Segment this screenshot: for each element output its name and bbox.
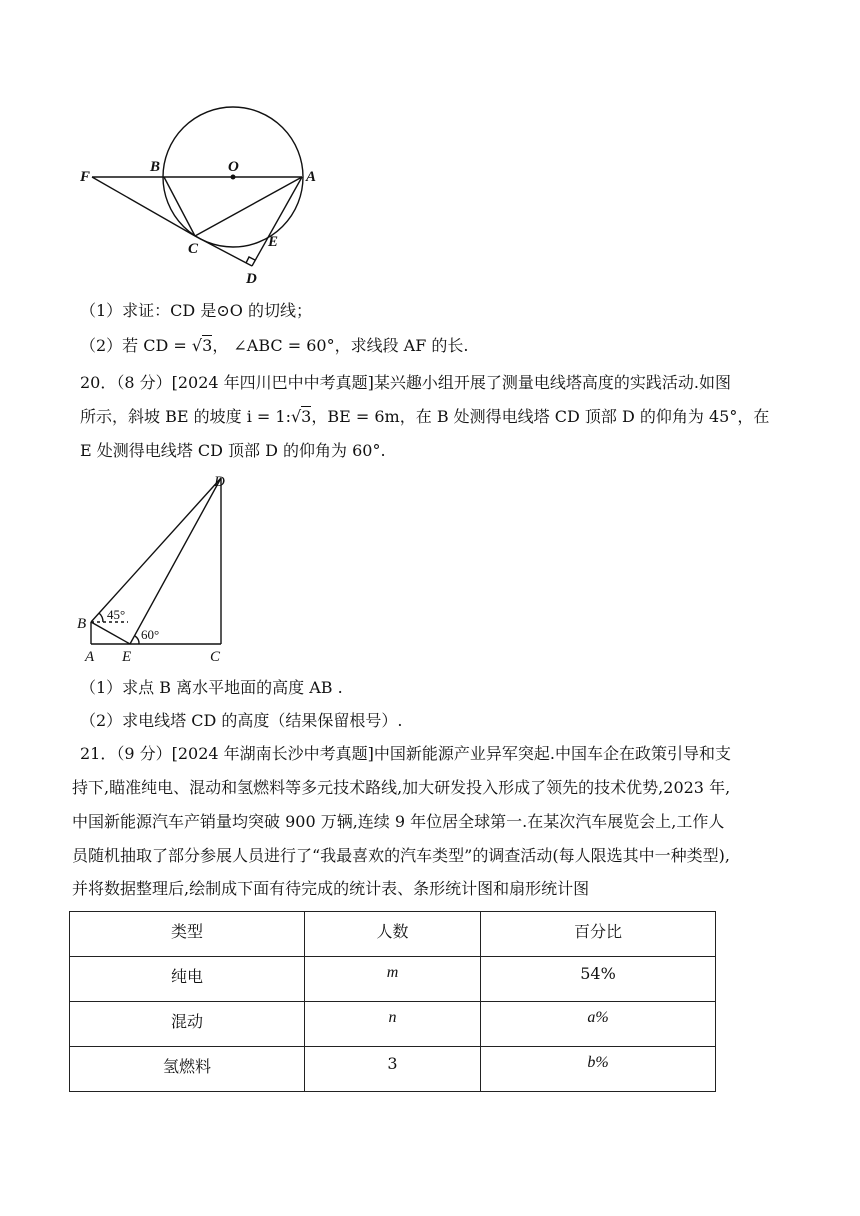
center-point-o: [231, 175, 236, 180]
segment-bd: [91, 478, 221, 622]
table-header-cell: 类型: [70, 912, 305, 957]
sqrt-sign: √: [290, 407, 302, 426]
q20-part2: （2）求电线塔 CD 的高度（结果保留根号）.: [80, 711, 403, 730]
circle-tangent-figure: [70, 0, 350, 290]
q20-line2: [80, 406, 769, 428]
q21-line2: 持下,瞄准纯电、混动和氢燃料等多元技术路线,加大研发投入形成了领先的技术优势,2023 年,: [72, 778, 731, 797]
q21-line4: 员随机抽取了部分参展人员进行了“我最喜欢的汽车类型”的调查活动(每人限选其中一种类型),: [72, 846, 730, 865]
label-c: C: [210, 649, 221, 665]
q21-line1: 21．（9 分）[2024 年湖南长沙中考真题]中国新能源产业异军突起.中国车企在政策引导和支: [80, 744, 732, 763]
table-row: [70, 1002, 716, 1047]
q21-line3: 中国新能源汽车产销量均突破 900 万辆,连续 9 年位居全球第一.在某次汽车展览会上,工作人: [72, 812, 725, 831]
q20-line3: E 处测得电线塔 CD 顶部 D 的仰角为 60°.: [80, 441, 386, 460]
stats-table: [69, 911, 716, 1092]
q20-line2-text-b: ，BE = 6m，在 B 处测得电线塔 CD 顶部 D 的仰角为 45°，在: [311, 407, 770, 426]
label-d: D: [246, 271, 257, 287]
label-c: C: [188, 241, 199, 257]
q19-part2-text-a: （2）若 CD =: [80, 336, 192, 355]
table-header-cell: 人数: [305, 912, 481, 957]
segment-be: [91, 622, 130, 644]
q20-line2-sqrt: 3: [301, 407, 312, 426]
q19-part2: [80, 335, 469, 357]
label-a: A: [306, 169, 317, 185]
label-b: B: [77, 616, 87, 632]
table-header-row: [70, 912, 716, 957]
sqrt-sign: √: [191, 336, 203, 355]
angle-label-45: 45°: [107, 607, 126, 622]
table-cell: n: [305, 1002, 481, 1047]
table-cell: 54%: [481, 957, 716, 1002]
segment-cd: [195, 236, 252, 266]
q19-part2-sqrt: 3: [202, 336, 213, 355]
table-cell: 混动: [70, 1002, 305, 1047]
label-d: D: [214, 474, 225, 490]
table-header-cell: 百分比: [481, 912, 716, 957]
q20-line1: 20．（8 分）[2024 年四川巴中中考真题]某兴趣小组开展了测量电线塔高度的实践活动.如图: [80, 373, 732, 392]
angle-arc-45: [99, 613, 103, 622]
q21-line5: 并将数据整理后,绘制成下面有待完成的统计表、条形统计图和扇形统计图: [72, 879, 590, 898]
table-cell: a%: [481, 1002, 716, 1047]
tower-figure: [70, 468, 250, 668]
table-row: [70, 957, 716, 1002]
table-cell: m: [305, 957, 481, 1002]
label-f: F: [80, 169, 91, 185]
table-cell: 3: [305, 1047, 481, 1092]
segment-ed: [130, 478, 221, 644]
label-b: B: [150, 159, 161, 175]
q20-part1: （1）求点 B 离水平地面的高度 AB .: [80, 678, 343, 697]
q19-part2-text-b: ， ∠ABC = 60°，求线段 AF 的长.: [212, 336, 469, 355]
table-cell: 氢燃料: [70, 1047, 305, 1092]
label-e: E: [268, 234, 279, 250]
table-row: [70, 1047, 716, 1092]
angle-arc-60: [135, 636, 139, 644]
label-a: A: [85, 649, 95, 665]
table-cell: 纯电: [70, 957, 305, 1002]
q19-part1: （1）求证：CD 是⊙O 的切线；: [80, 301, 312, 320]
label-e: E: [122, 649, 132, 665]
label-o: O: [228, 159, 239, 175]
q20-line2-text-a: 所示，斜坡 BE 的坡度 i = 1:: [80, 407, 291, 426]
table-cell: b%: [481, 1047, 716, 1092]
angle-label-60: 60°: [141, 627, 160, 642]
